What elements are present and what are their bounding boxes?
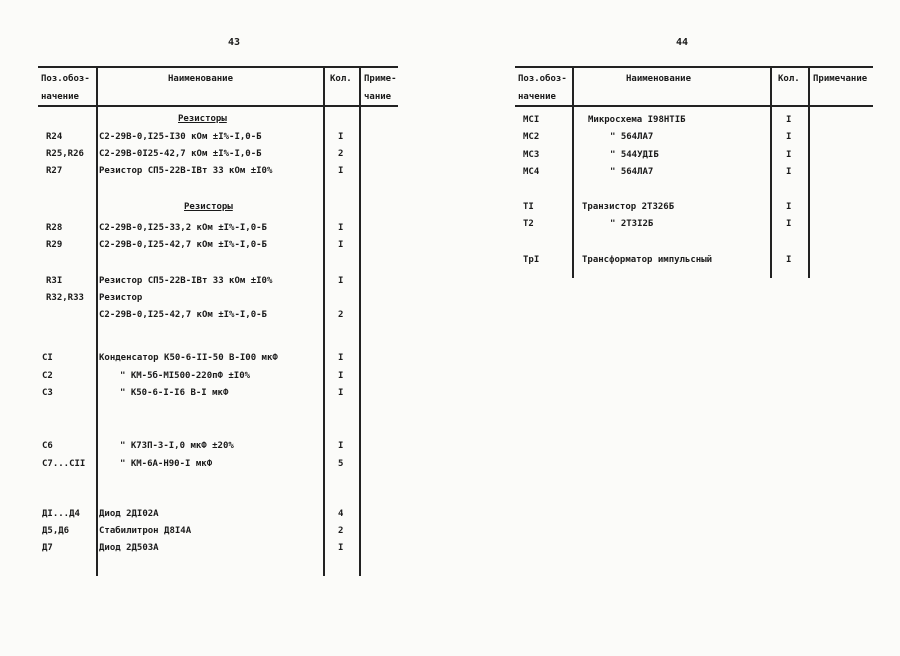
pos-cell: R29	[46, 240, 63, 250]
qty-cell: I	[338, 166, 344, 176]
pos-cell: С6	[42, 441, 53, 451]
name-cell: " КМ-6А-Н90-I мкФ	[120, 459, 213, 469]
qty-cell: 2	[338, 149, 344, 159]
header-pos: Поз.обоз-	[518, 74, 567, 84]
qty-cell: I	[338, 132, 344, 142]
qty-cell: I	[786, 219, 792, 229]
name-cell: С2-29В-0,I25-33,2 кОм ±I%-I,0-Б	[99, 223, 267, 233]
qty-cell: I	[338, 543, 344, 553]
section-title: Резисторы	[178, 114, 227, 124]
pos-cell: МС2	[523, 132, 540, 142]
name-cell: " К73П-3-I,0 мкФ ±20%	[120, 441, 234, 451]
header-pos: начение	[518, 92, 556, 102]
header-note: Приме-	[364, 74, 397, 84]
pos-cell: МСI	[523, 115, 540, 125]
table-top-rule	[38, 66, 398, 68]
pos-cell: Т2	[523, 219, 534, 229]
qty-cell: I	[786, 115, 792, 125]
page-number: 43	[228, 37, 241, 48]
name-cell: Резистор СП5-22В-IВт 33 кОм ±I0%	[99, 276, 273, 286]
name-cell: С2-29В-0I25-42,7 кОм ±I%-I,0-Б	[99, 149, 262, 159]
name-cell: Трансформатор импульсный	[582, 255, 713, 265]
name-cell: " 2Т3I2Б	[610, 219, 654, 229]
header-bottom-rule	[515, 105, 873, 107]
column-divider	[572, 66, 574, 278]
name-cell: " 564ЛА7	[610, 167, 654, 177]
header-qty: Кол.	[778, 74, 800, 84]
name-cell: " 544УДIБ	[610, 150, 659, 160]
qty-cell: 4	[338, 509, 344, 519]
pos-cell: R32,R33	[46, 293, 84, 303]
header-pos: Поз.обоз-	[41, 74, 90, 84]
pos-cell: R24	[46, 132, 63, 142]
name-cell: С2-29В-0,I25-42,7 кОм ±I%-I,0-Б	[99, 240, 267, 250]
column-divider	[96, 66, 98, 576]
pos-cell: ТрI	[523, 255, 540, 265]
column-divider	[323, 66, 325, 576]
name-cell: Стабилитрон Д8I4А	[99, 526, 192, 536]
name-cell: " 564ЛА7	[610, 132, 654, 142]
pos-cell: С7...СII	[42, 459, 86, 469]
pos-cell: МС4	[523, 167, 540, 177]
qty-cell: I	[338, 223, 344, 233]
header-bottom-rule	[38, 105, 398, 107]
pos-cell: Д5,Д6	[42, 526, 70, 536]
name-cell: Резистор СП5-22В-IВт 33 кОм ±I0%	[99, 166, 273, 176]
section-title: Резисторы	[184, 202, 233, 212]
qty-cell: I	[338, 353, 344, 363]
name-cell: Диод 2Д503А	[99, 543, 159, 553]
pos-cell: R25,R26	[46, 149, 84, 159]
header-name: Наименование	[168, 74, 234, 84]
name-cell: Диод 2ДI02А	[99, 509, 159, 519]
pos-cell: С2	[42, 371, 53, 381]
name-cell: Микросхема I98НТIБ	[588, 115, 686, 125]
header-name: Наименование	[626, 74, 692, 84]
column-divider	[770, 66, 772, 278]
name-cell: " К50-6-I-I6 В-I мкФ	[120, 388, 229, 398]
header-note: Примечание	[813, 74, 868, 84]
qty-cell: I	[338, 276, 344, 286]
name-cell: С2-29В-0,I25-I30 кОм ±I%-I,0-Б	[99, 132, 262, 142]
qty-cell: I	[338, 388, 344, 398]
page-number: 44	[676, 37, 689, 48]
column-divider	[808, 66, 810, 278]
pos-cell: Д7	[42, 543, 53, 553]
column-divider	[359, 66, 361, 576]
qty-cell: I	[338, 371, 344, 381]
header-note: чание	[364, 92, 392, 102]
qty-cell: 2	[338, 526, 344, 536]
name-cell: Транзистор 2Т326Б	[582, 202, 675, 212]
qty-cell: I	[786, 255, 792, 265]
qty-cell: I	[786, 167, 792, 177]
name-cell: С2-29В-0,I25-42,7 кОм ±I%-I,0-Б	[99, 310, 267, 320]
header-pos: начение	[41, 92, 79, 102]
pos-cell: МС3	[523, 150, 540, 160]
header-qty: Кол.	[330, 74, 352, 84]
table-top-rule	[515, 66, 873, 68]
qty-cell: 5	[338, 459, 344, 469]
qty-cell: I	[338, 240, 344, 250]
pos-cell: R3I	[46, 276, 63, 286]
qty-cell: I	[786, 150, 792, 160]
name-cell: Резистор	[99, 293, 143, 303]
pos-cell: СI	[42, 353, 53, 363]
qty-cell: I	[786, 202, 792, 212]
pos-cell: ТI	[523, 202, 534, 212]
name-cell: " КМ-5б-МI500-220пФ ±I0%	[120, 371, 251, 381]
name-cell: Конденсатор К50-6-II-50 В-I00 мкФ	[99, 353, 278, 363]
pos-cell: ДI...Д4	[42, 509, 80, 519]
pos-cell: R28	[46, 223, 63, 233]
qty-cell: I	[338, 441, 344, 451]
pos-cell: С3	[42, 388, 53, 398]
pos-cell: R27	[46, 166, 63, 176]
qty-cell: I	[786, 132, 792, 142]
qty-cell: 2	[338, 310, 344, 320]
